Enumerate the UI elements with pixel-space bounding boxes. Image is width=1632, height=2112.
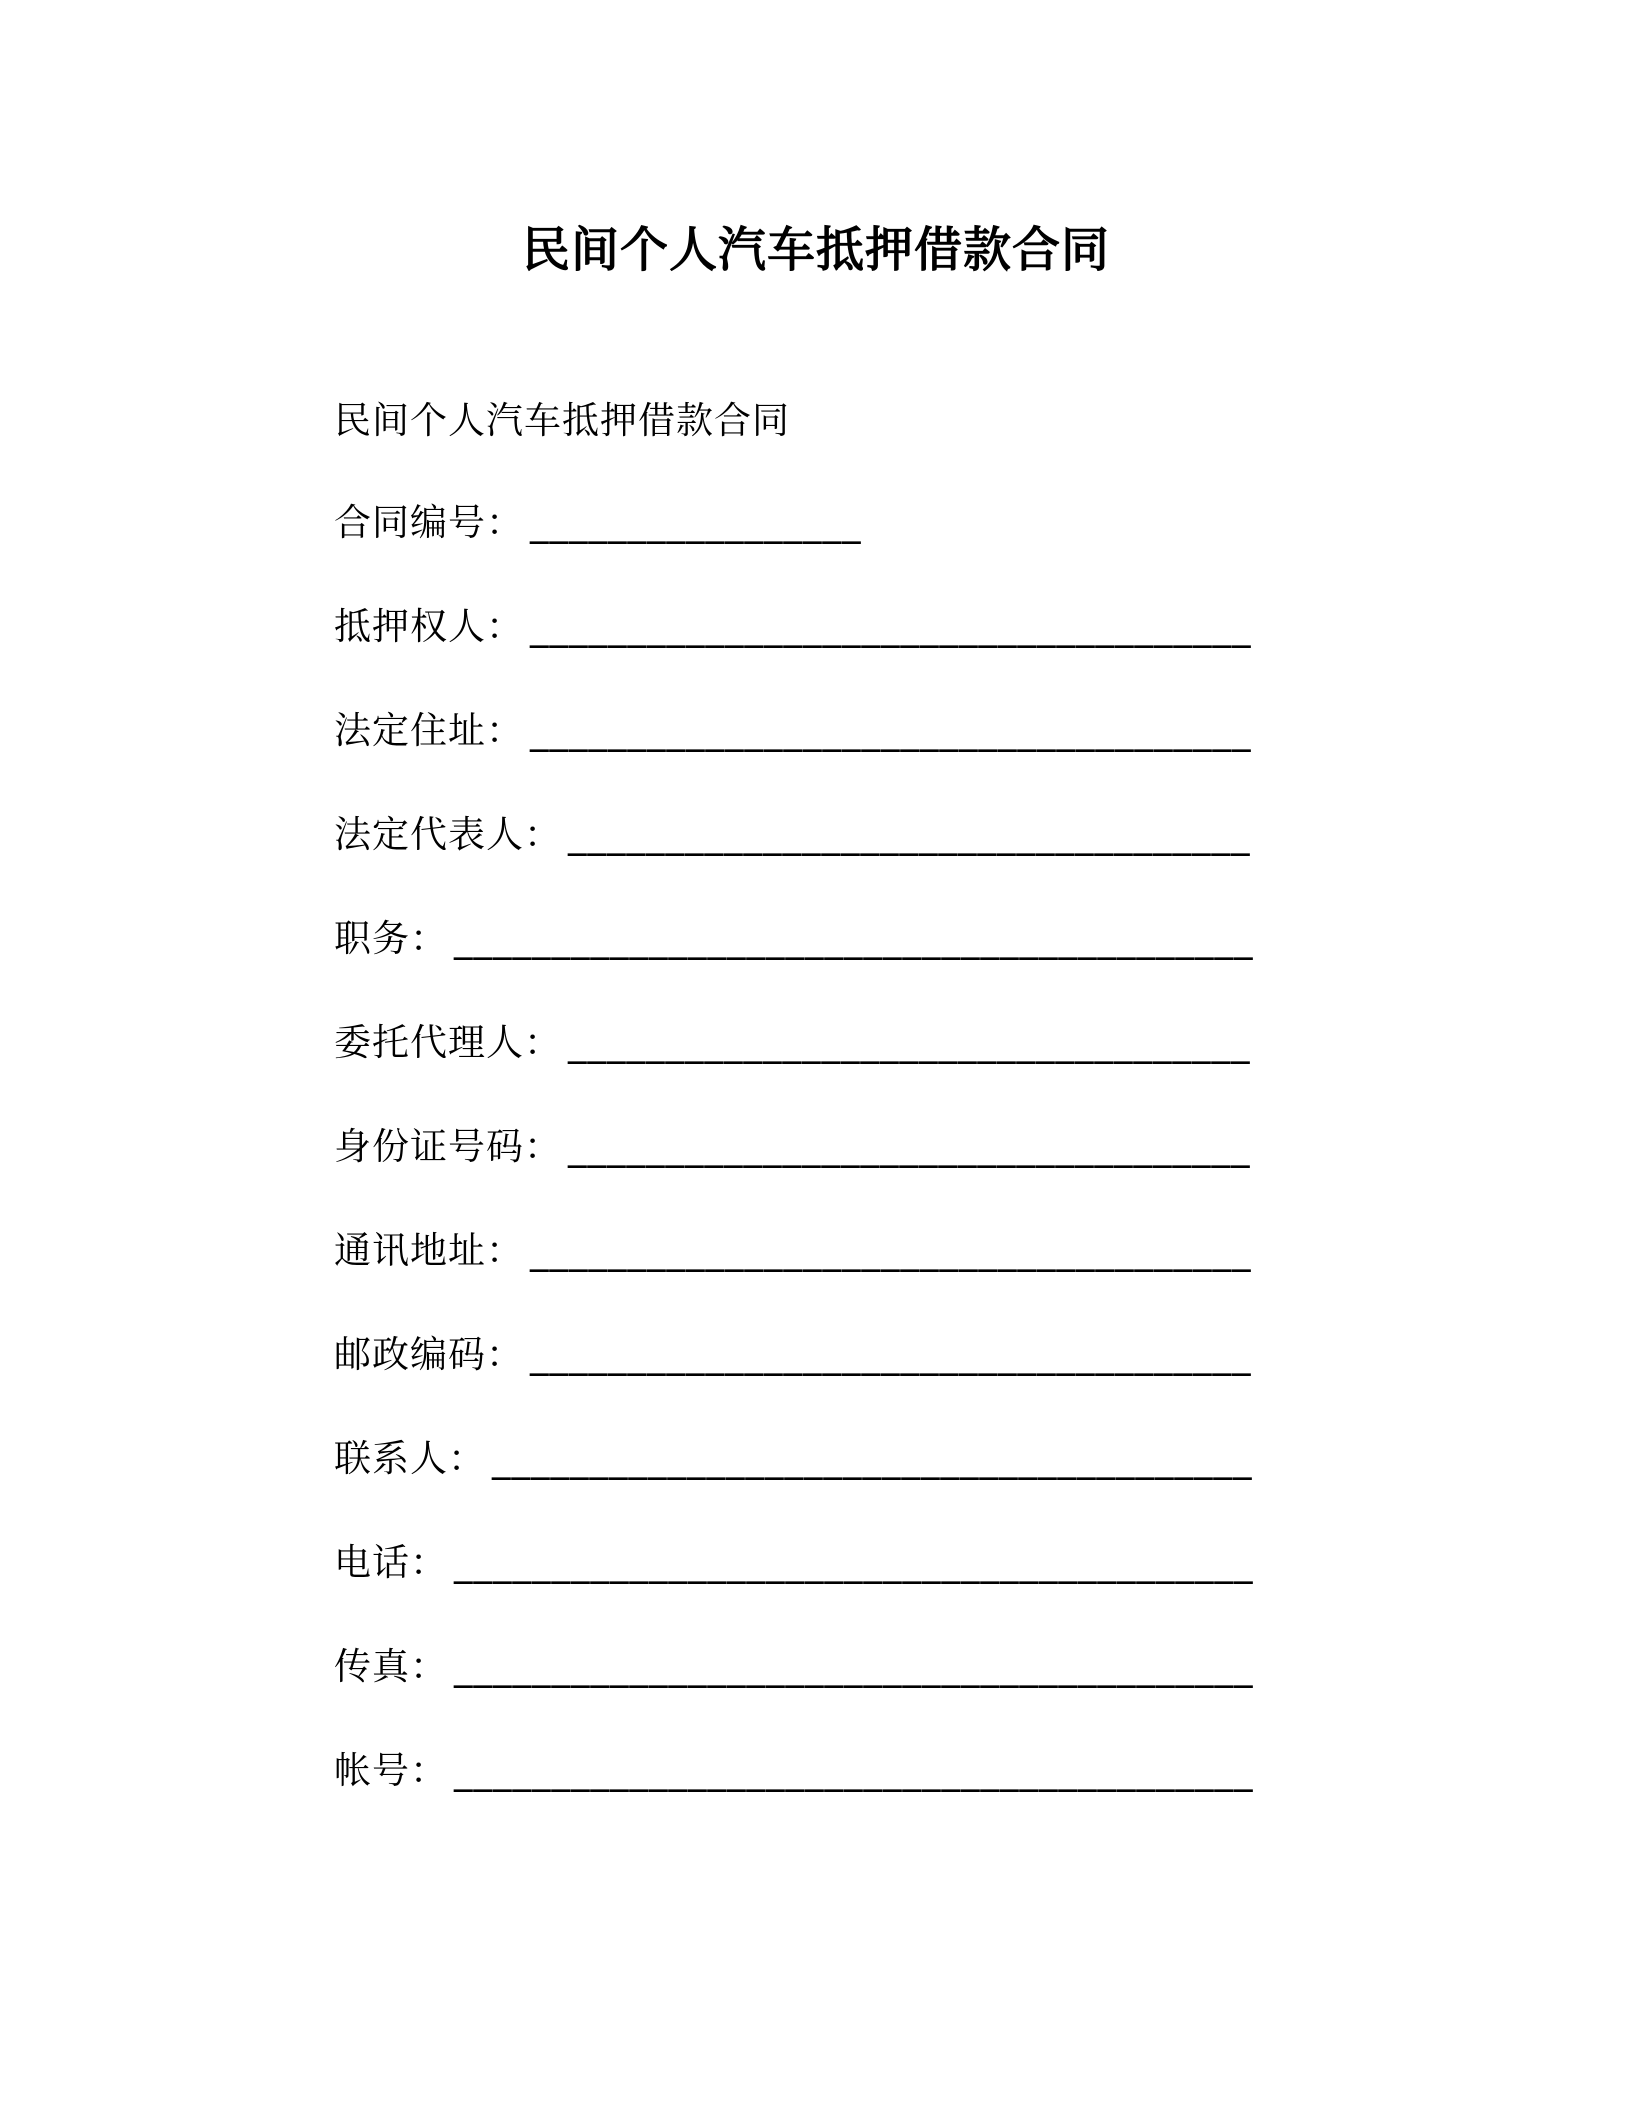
field-label: 身份证号码： <box>334 1125 562 1168</box>
field-label: 电话： <box>334 1541 448 1584</box>
document-title: 民间个人汽车抵押借款合同 <box>521 222 1110 278</box>
field-fax <box>334 1642 1274 1746</box>
field-authorized-agent <box>334 1018 1274 1122</box>
field-account-number <box>334 1746 1274 1850</box>
fill-in-blank: _________________________________________ <box>454 1749 1254 1792</box>
field-label: 通讯地址： <box>334 1229 524 1272</box>
field-label: 合同编号： <box>334 501 524 544</box>
fill-in-blank: _________________ <box>530 501 862 544</box>
field-label: 委托代理人： <box>334 1021 562 1064</box>
field-mortgagee <box>334 602 1274 706</box>
document-subtitle: 民间个人汽车抵押借款合同 <box>334 399 790 442</box>
field-label: 传真： <box>334 1645 448 1688</box>
field-label: 职务： <box>334 917 448 960</box>
field-contact-person <box>334 1434 1274 1538</box>
fill-in-blank: _________________________________________ <box>454 1541 1254 1584</box>
fill-in-blank: ___________________________________ <box>568 1021 1251 1064</box>
field-contract-number <box>334 498 1274 602</box>
fill-in-blank: _______________________________________ <box>492 1437 1253 1480</box>
field-id-number <box>334 1122 1274 1226</box>
fill-in-blank: _____________________________________ <box>530 605 1252 648</box>
fill-in-blank: ___________________________________ <box>568 1125 1251 1168</box>
field-label: 联系人： <box>334 1437 486 1480</box>
field-phone <box>334 1538 1274 1642</box>
field-label: 邮政编码： <box>334 1333 524 1376</box>
field-label: 帐号： <box>334 1749 448 1792</box>
field-position <box>334 914 1274 1018</box>
field-postal-code <box>334 1330 1274 1434</box>
field-label: 抵押权人： <box>334 605 524 648</box>
fill-in-blank: _________________________________________ <box>454 917 1254 960</box>
field-label: 法定代表人： <box>334 813 562 856</box>
fill-in-blank: _____________________________________ <box>530 709 1252 752</box>
fill-in-blank: _________________________________________ <box>454 1645 1254 1688</box>
field-legal-address <box>334 706 1274 810</box>
fill-in-blank: _____________________________________ <box>530 1333 1252 1376</box>
field-label: 法定住址： <box>334 709 524 752</box>
fill-in-blank: ___________________________________ <box>568 813 1251 856</box>
party-info-fields <box>334 498 1274 1850</box>
fill-in-blank: _____________________________________ <box>530 1229 1252 1272</box>
field-mailing-address <box>334 1226 1274 1330</box>
field-legal-representative <box>334 810 1274 914</box>
